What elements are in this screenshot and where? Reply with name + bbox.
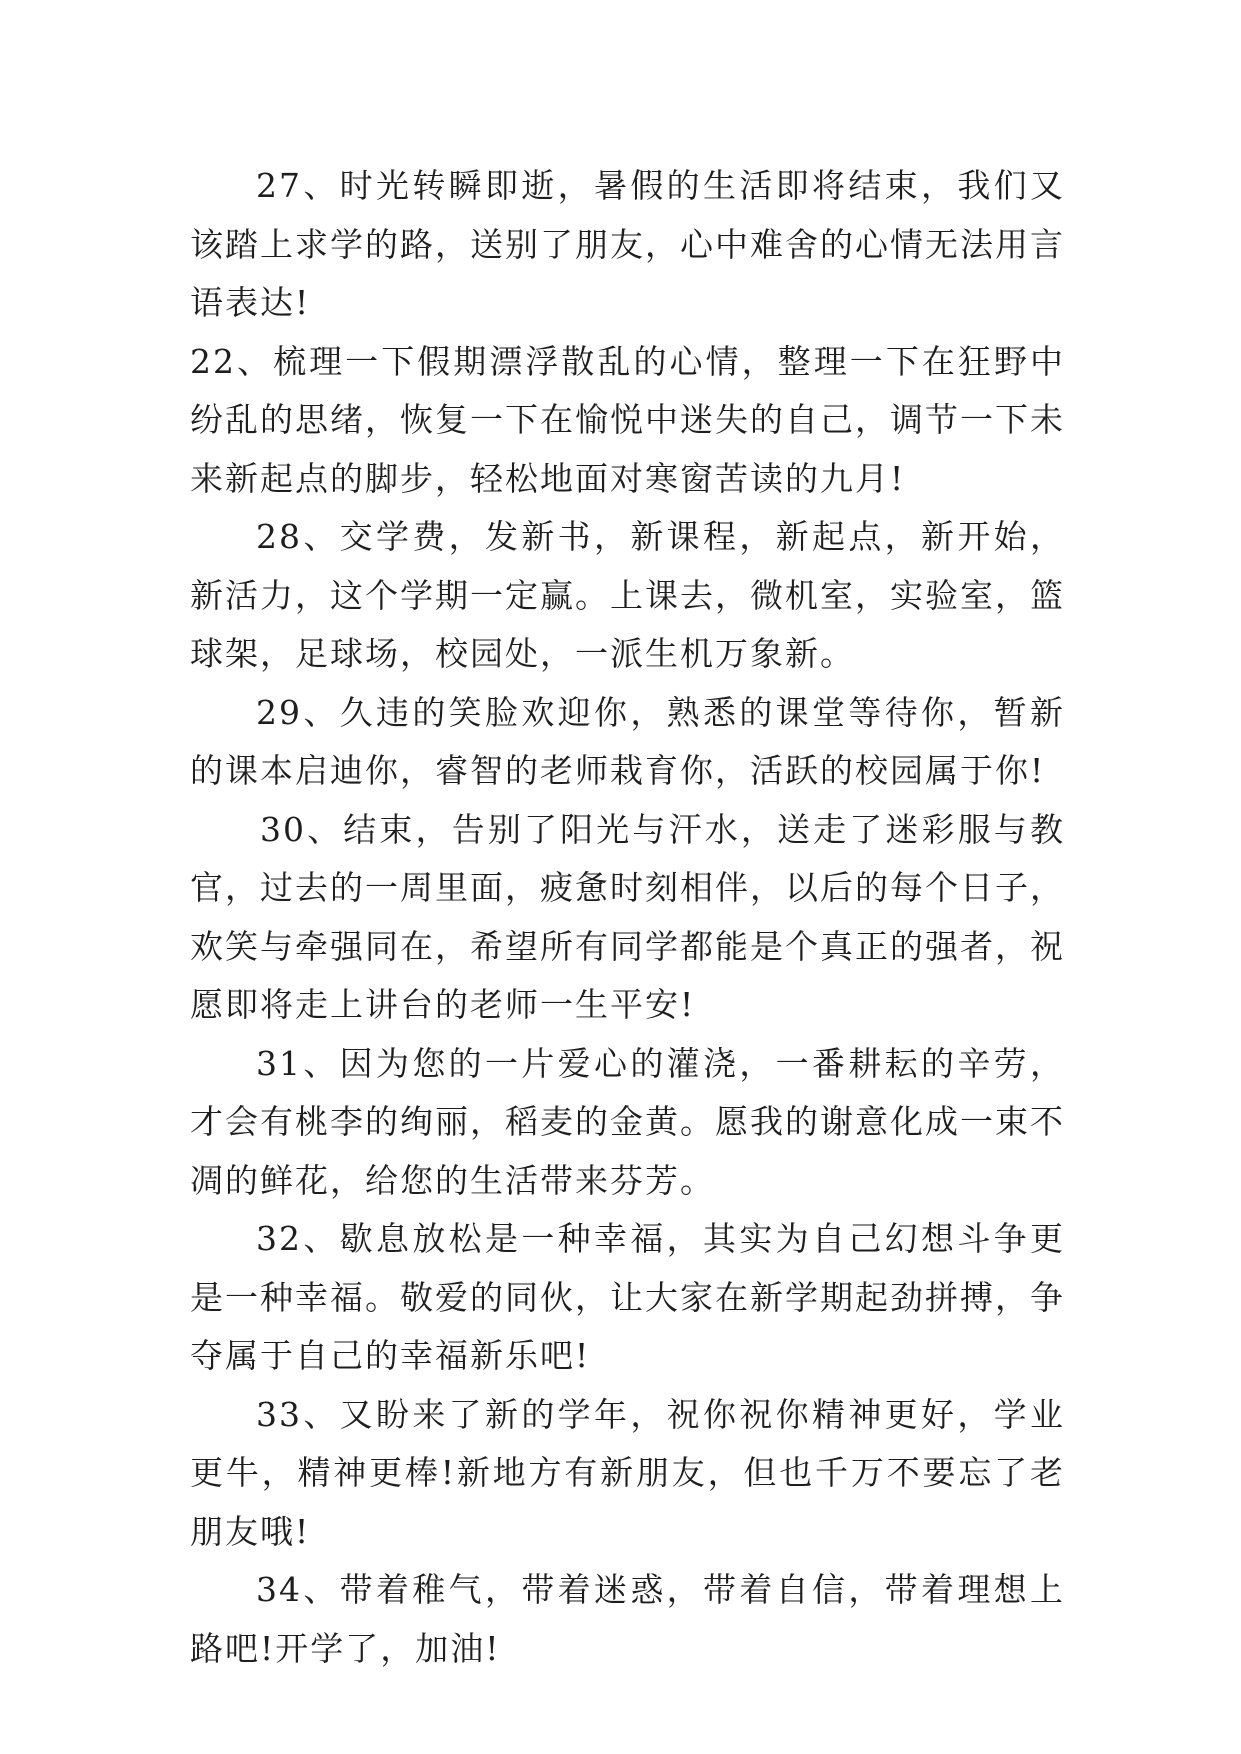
paragraph-28: 28、交学费，发新书，新课程，新起点，新开始，新活力，这个学期一定赢。上课去，微机室，实验室，篮球架，足球场，校园处，一派生机万象新。 xyxy=(190,517,1065,673)
paragraph-30: 30、结束，告别了阳光与汗水，送走了迷彩服与教官，过去的一周里面，疲惫时刻相伴，以后的每个日子，欢笑与牵强同在，希望所有同学都能是个真正的强者，祝愿即将走上讲台的老师一生平安! xyxy=(190,809,1065,1024)
paragraph-31: 31、因为您的一片爱心的灌浇，一番耕耘的辛劳，才会有桃李的绚丽，稻麦的金黄。愿我的谢意化成一束不凋的鲜花，给您的生活带来芬芳。 xyxy=(190,1043,1065,1200)
paragraph-22: 22、梳理一下假期漂浮散乱的心情，整理一下在狂野中纷乱的思绪，恢复一下在愉悦中迷失的自己，调节一下未来新起点的脚步，轻松地面对寒窗苦读的九月! xyxy=(190,341,1065,498)
paragraph-32: 32、歇息放松是一种幸福，其实为自己幻想斗争更是一种幸福。敬爱的同伙，让大家在新学期起劲拼搏，争夺属于自己的幸福新乐吧! xyxy=(190,1219,1065,1375)
paragraph-34: 34、带着稚气，带着迷惑，带着自信，带着理想上路吧!开学了，加油! xyxy=(190,1570,1065,1668)
paragraph-29: 29、久违的笑脸欢迎你，熟悉的课堂等待你，暂新的课本启迪你，睿智的老师栽育你，活跃的校园属于你! xyxy=(190,692,1065,790)
document-body xyxy=(190,157,1065,1678)
paragraph-33: 33、又盼来了新的学年，祝你祝你精神更好，学业更牛，精神更棒!新地方有新朋友，但也千万不要忘了老朋友哦! xyxy=(190,1394,1065,1551)
paragraph-27: 27、时光转瞬即逝，暑假的生活即将结束，我们又该踏上求学的路，送别了朋友，心中难舍的心情无法用言语表达! xyxy=(190,166,1065,322)
